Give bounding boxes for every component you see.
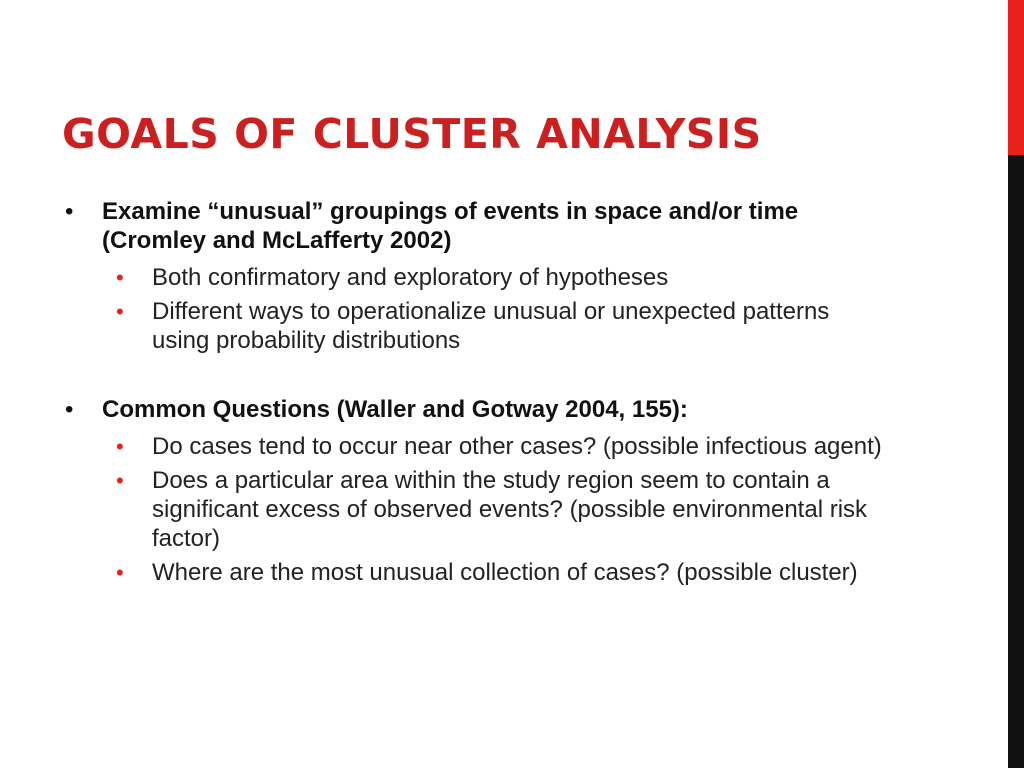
sub-bullet-text: Where are the most unusual collection of cases? (possible cluster) (152, 559, 858, 586)
bullet-marker: • (65, 198, 74, 225)
slide-title: GOALS OF CLUSTER ANALYSIS (62, 110, 762, 158)
sub-bullet-text: Does a particular area within the study region seem to contain a significant excess of observed events? (possible environmental risk factor) (152, 467, 868, 552)
bullet-text: Common Questions (Waller and Gotway 2004, 155): (102, 396, 688, 423)
side-bar-red-accent (1008, 0, 1024, 155)
slide-content (62, 197, 962, 592)
bullet-marker: • (65, 396, 74, 423)
sub-bullet-item (116, 263, 962, 292)
sub-bullet-marker: • (116, 299, 124, 324)
bullet-item (62, 395, 962, 424)
sub-bullet-marker: • (116, 434, 124, 459)
sub-bullet-text: Do cases tend to occur near other cases? (possible infectious agent) (152, 433, 882, 460)
sub-bullet-marker: • (116, 265, 124, 290)
bullet-text: Examine “unusual” groupings of events in space and/or time (Cromley and McLafferty 2002) (102, 198, 799, 254)
sub-bullet-item (116, 466, 962, 553)
sub-bullet-item (116, 432, 962, 461)
bullet-item (62, 197, 962, 255)
side-bar-dark-accent (1008, 155, 1024, 768)
sub-bullet-text: Both confirmatory and exploratory of hypotheses (152, 264, 669, 291)
sub-bullet-list (116, 432, 962, 587)
sub-bullet-item (116, 558, 962, 587)
sub-bullet-marker: • (116, 468, 124, 493)
sub-bullet-text: Different ways to operationalize unusual or unexpected patterns using probability distributions (152, 298, 830, 354)
sub-bullet-marker: • (116, 560, 124, 585)
sub-bullet-item (116, 297, 962, 355)
sub-bullet-list (116, 263, 962, 355)
